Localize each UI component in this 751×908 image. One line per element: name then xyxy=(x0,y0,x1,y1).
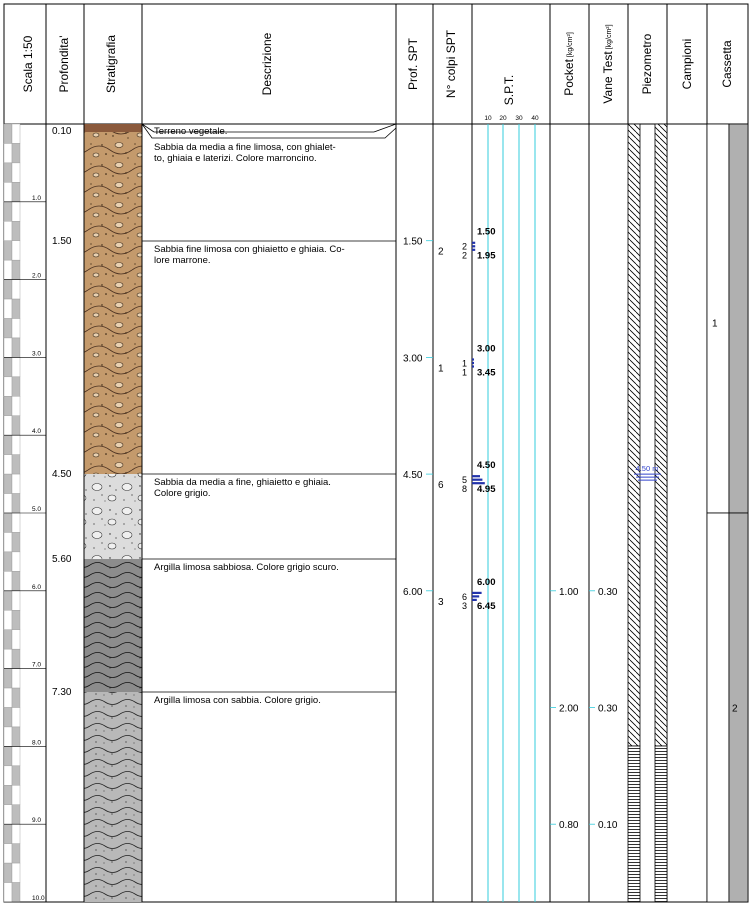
scale-block-left xyxy=(4,202,12,221)
scale-block-right xyxy=(12,532,20,551)
scale-block-left xyxy=(4,241,12,260)
spt-depth-label: 6.00 xyxy=(403,586,423,598)
spt-bar-1 xyxy=(472,358,474,360)
scale-block-right xyxy=(12,299,20,318)
piezometer-left-screen xyxy=(628,746,640,902)
scale-block-right xyxy=(12,649,20,668)
desc-1-line-1: to, ghiaia e laterizi. Colore marroncino. xyxy=(154,153,317,164)
scale-block-right xyxy=(12,241,20,260)
pocket-value: 2.00 xyxy=(559,703,579,715)
scale-block-left xyxy=(4,319,12,338)
pocket-unit: [kg/cm²] xyxy=(566,32,574,58)
scale-tick-label: 4.0 xyxy=(32,428,42,436)
scale-block-left xyxy=(4,766,12,785)
desc-3-line-1: Colore grigio. xyxy=(154,488,211,499)
scale-block-right xyxy=(12,357,20,376)
scale-block-left xyxy=(4,805,12,824)
scale-block-right xyxy=(12,746,20,765)
spt-test-bottom-label: 3.45 xyxy=(477,367,496,379)
spt-bar-mid xyxy=(472,595,479,597)
scale-block-right xyxy=(12,571,20,590)
scale-block-left xyxy=(4,124,12,143)
scale-tick-label: 9.0 xyxy=(32,817,42,825)
scale-block-right xyxy=(12,883,20,902)
spt-bar-mid xyxy=(472,362,474,364)
scale-block-left xyxy=(4,746,12,765)
scale-block-left xyxy=(4,143,12,162)
spt-test-bottom-label: 4.95 xyxy=(477,484,496,496)
scale-block-right xyxy=(12,202,20,221)
spt-bar-1 xyxy=(472,592,482,594)
scale-tick-label: 10.0 xyxy=(32,895,45,902)
scale-block-right xyxy=(12,727,20,746)
scale-block-left xyxy=(4,669,12,688)
stratum-topsoil xyxy=(84,124,142,132)
scale-block-left xyxy=(4,863,12,882)
spt-blow-2: 2 xyxy=(462,250,468,261)
cassette-label-cell xyxy=(707,124,729,513)
spt-bar-2 xyxy=(472,249,475,251)
scale-block-right xyxy=(12,494,20,513)
desc-2-line-0: Sabbia fine limosa con ghiaietto e ghiaia. Co- xyxy=(154,244,345,255)
piezometer-right-hatch xyxy=(655,124,667,746)
spt-nspt-value: 6 xyxy=(438,480,444,492)
scale-block-left xyxy=(4,630,12,649)
spt-test-top-label: 6.00 xyxy=(477,576,496,588)
scale-block-right xyxy=(12,435,20,454)
depth-label-5-60: 5.60 xyxy=(52,554,72,565)
scale-block-left xyxy=(4,163,12,182)
scale-block-left xyxy=(4,785,12,804)
spt-test-bottom-label: 6.45 xyxy=(477,600,496,612)
scale-block-left xyxy=(4,494,12,513)
scale-block-left xyxy=(4,571,12,590)
header-cassetta: Cassetta xyxy=(720,40,735,88)
scale-block-left xyxy=(4,610,12,629)
scale-block-right xyxy=(12,824,20,843)
scale-block-right xyxy=(12,396,20,415)
scale-block-left xyxy=(4,552,12,571)
spt-blow-1: 6 xyxy=(462,591,468,602)
depth-label-0-10: 0.10 xyxy=(52,126,72,137)
desc-5-line-0: Argilla limosa con sabbia. Colore grigio. xyxy=(154,695,321,706)
spt-bar-2 xyxy=(472,365,474,367)
spt-blow-2: 8 xyxy=(462,484,468,495)
scale-block-left xyxy=(4,357,12,376)
spt-blow-2: 1 xyxy=(462,367,468,378)
scale-block-left xyxy=(4,883,12,902)
scale-block-left xyxy=(4,396,12,415)
spt-bar-1 xyxy=(472,242,475,244)
header-descrizione: Descrizione xyxy=(260,32,275,96)
scale-block-left xyxy=(4,591,12,610)
scale-block-right xyxy=(12,708,20,727)
scale-block-left xyxy=(4,649,12,668)
scale-block-right xyxy=(12,863,20,882)
scale-block-left xyxy=(4,844,12,863)
header-row xyxy=(4,4,748,124)
scale-block-left xyxy=(4,727,12,746)
desc-4-line-0: Argilla limosa sabbiosa. Colore grigio scuro. xyxy=(154,562,339,573)
scale-block-left xyxy=(4,280,12,299)
cassette-number: 1 xyxy=(712,318,718,330)
header-scala: Scala 1:50 xyxy=(21,35,36,93)
scale-block-right xyxy=(12,221,20,240)
spt-test-top-label: 4.50 xyxy=(477,460,496,472)
depth-label-4-50: 4.50 xyxy=(52,469,72,480)
scale-block-left xyxy=(4,824,12,843)
scale-block-right xyxy=(12,143,20,162)
scale-block-left xyxy=(4,260,12,279)
scale-block-right xyxy=(12,513,20,532)
scale-block-right xyxy=(12,688,20,707)
header-prof-spt: Prof. SPT xyxy=(406,37,421,91)
scale-tick-label: 7.0 xyxy=(32,661,42,669)
scale-block-left xyxy=(4,474,12,493)
spt-test-top-label: 1.50 xyxy=(477,226,496,238)
stratum-clay-light xyxy=(84,692,142,902)
spt-nspt-value: 3 xyxy=(438,596,444,608)
scale-block-right xyxy=(12,785,20,804)
spt-tick-40: 40 xyxy=(531,115,539,122)
piezometer-right-screen xyxy=(655,746,667,902)
spt-tick-20: 20 xyxy=(499,115,507,122)
header-n-colpi: N° colpi SPT xyxy=(444,29,459,99)
scale-tick-label: 1.0 xyxy=(32,194,42,202)
scale-block-right xyxy=(12,669,20,688)
spt-bar-1 xyxy=(472,475,480,477)
spt-blow-1: 2 xyxy=(462,241,468,252)
scale-block-left xyxy=(4,688,12,707)
scale-block-right xyxy=(12,630,20,649)
scale-block-left xyxy=(4,435,12,454)
pocket-value: 0.80 xyxy=(559,820,579,832)
scale-block-right xyxy=(12,766,20,785)
spt-tick-30: 30 xyxy=(515,115,523,122)
spt-blow-1: 5 xyxy=(462,475,468,486)
spt-bar-mid xyxy=(472,479,482,481)
description-layer-1 xyxy=(154,142,336,164)
spt-blow-2: 3 xyxy=(462,600,468,611)
scale-block-right xyxy=(12,844,20,863)
description-layer-5 xyxy=(154,695,321,706)
vane-title: Vane Test xyxy=(601,51,616,104)
cassette-number: 2 xyxy=(732,703,738,715)
spt-blow-1: 1 xyxy=(462,358,468,369)
scale-block-left xyxy=(4,513,12,532)
depth-label-1-50: 1.50 xyxy=(52,236,72,247)
scale-block-left xyxy=(4,532,12,551)
scale-block-right xyxy=(12,591,20,610)
header-campioni: Campioni xyxy=(680,38,695,90)
header-spt: S.P.T. xyxy=(502,74,517,106)
description-topsoil xyxy=(154,126,227,137)
stratum-sand-brown-2 xyxy=(84,241,142,474)
vane-unit: [kg/cm²] xyxy=(605,24,613,50)
scale-block-right xyxy=(12,319,20,338)
scale-tick-label: 2.0 xyxy=(32,272,42,280)
cassette-label-cell xyxy=(707,513,729,902)
depth-label-7-30: 7.30 xyxy=(52,687,72,698)
scale-block-left xyxy=(4,377,12,396)
scale-block-left xyxy=(4,182,12,201)
spt-tick-10: 10 xyxy=(484,115,492,122)
scale-block-right xyxy=(12,377,20,396)
scale-block-right xyxy=(12,610,20,629)
piezometer-left-hatch xyxy=(628,124,640,746)
description-layer-4 xyxy=(154,562,339,573)
spt-test-bottom-label: 1.95 xyxy=(477,250,496,262)
scale-block-left xyxy=(4,221,12,240)
vane-value: 0.10 xyxy=(598,820,618,832)
desc-2-line-1: lore marrone. xyxy=(154,255,211,266)
stratum-sand-brown-1 xyxy=(84,132,142,241)
scale-block-right xyxy=(12,280,20,299)
spt-bar-mid xyxy=(472,245,475,247)
spt-nspt-value: 1 xyxy=(438,363,444,375)
scale-tick-label: 8.0 xyxy=(32,739,42,747)
scale-block-right xyxy=(12,260,20,279)
spt-nspt-value: 2 xyxy=(438,246,444,258)
scale-block-right xyxy=(12,474,20,493)
pocket-title: Pocket xyxy=(562,59,577,96)
stratigraphy-column xyxy=(84,124,142,902)
spt-depth-label: 4.50 xyxy=(403,470,423,482)
scale-block-right xyxy=(12,455,20,474)
spt-depth-label: 3.00 xyxy=(403,353,423,365)
scale-tick-label: 3.0 xyxy=(32,350,42,358)
desc-3-line-0: Sabbia da media a fine, ghiaietto e ghiaia. xyxy=(154,477,331,488)
scale-block-left xyxy=(4,299,12,318)
pocket-value: 1.00 xyxy=(559,586,579,598)
scale-block-left xyxy=(4,416,12,435)
scale-block-right xyxy=(12,338,20,357)
scale-tick-label: 5.0 xyxy=(32,506,42,513)
desc-1-line-0: Sabbia da media a fine limosa, con ghialet- xyxy=(154,142,336,153)
vane-value: 0.30 xyxy=(598,703,618,715)
scale-block-right xyxy=(12,182,20,201)
stratum-gravel-gray xyxy=(84,474,142,559)
vane-value: 0.30 xyxy=(598,586,618,598)
spt-test-top-label: 3.00 xyxy=(477,343,496,355)
header-piezometro: Piezometro xyxy=(640,33,655,95)
scale-block-left xyxy=(4,708,12,727)
cassette-fill xyxy=(729,124,748,513)
header-profondita: Profondita' xyxy=(57,35,72,93)
header-stratigrafia: Stratigrafia xyxy=(104,34,119,94)
scale-block-left xyxy=(4,455,12,474)
scale-block-right xyxy=(12,805,20,824)
spt-depth-label: 1.50 xyxy=(403,236,423,248)
cassette-column xyxy=(707,124,748,902)
desc-0-line-0: Terreno vegetale. xyxy=(154,126,228,137)
scale-block-right xyxy=(12,552,20,571)
scale-block-right xyxy=(12,124,20,143)
scale-block-right xyxy=(12,163,20,182)
water-level-label: 4.50 m xyxy=(635,464,659,474)
scale-block-right xyxy=(12,416,20,435)
stratum-clay-dark xyxy=(84,559,142,692)
scale-block-left xyxy=(4,338,12,357)
scale-tick-label: 6.0 xyxy=(32,583,42,591)
